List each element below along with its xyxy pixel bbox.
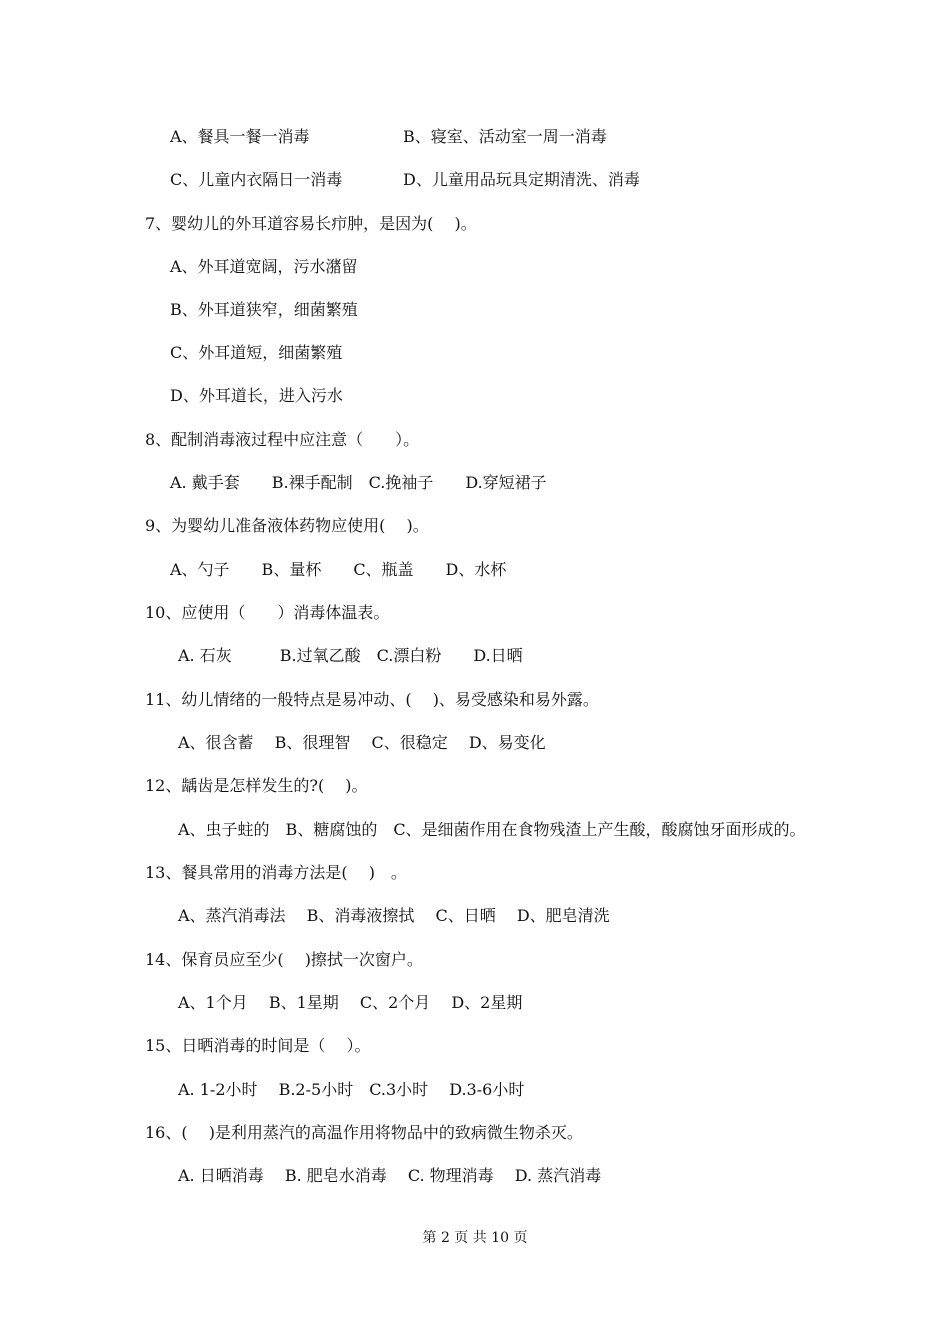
question-13-text: 13、餐具常用的消毒方法是( ) 。 — [145, 863, 407, 882]
question-11-options: A、很含蓄 B、很理智 C、很稳定 D、易变化 — [178, 733, 546, 752]
question-7-option-b: B、外耳道狭窄，细菌繁殖 — [170, 300, 358, 319]
question-14-text: 14、保育员应至少( )擦拭一次窗户。 — [145, 950, 423, 969]
question-7-option-d: D、外耳道长，进入污水 — [170, 386, 343, 405]
question-15-text: 15、日晒消毒的时间是（ ）。 — [145, 1036, 371, 1055]
prev-question-option-b: B、寝室、活动室一周一消毒 — [403, 127, 607, 146]
question-8-options: A. 戴手套 B.裸手配制 C.挽袖子 D.穿短裙子 — [170, 473, 547, 492]
question-15-options: A. 1-2小时 B.2-5小时 C.3小时 D.3-6小时 — [178, 1080, 525, 1099]
question-14-options: A、1个月 B、1星期 C、2个月 D、2星期 — [178, 993, 523, 1012]
question-7-option-a: A、外耳道宽阔，污水潴留 — [170, 257, 358, 276]
question-10-options: A. 石灰 B.过氧乙酸 C.漂白粉 D.日晒 — [178, 646, 523, 665]
question-9-text: 9、为婴幼儿准备液体药物应使用( )。 — [145, 516, 429, 535]
prev-question-option-a: A、餐具一餐一消毒 — [170, 127, 310, 146]
question-10-text: 10、应使用（ ）消毒体温表。 — [145, 603, 390, 622]
prev-question-option-d: D、儿童用品玩具定期清洗、消毒 — [403, 170, 640, 189]
question-8-text: 8、配制消毒液过程中应注意（ ）。 — [145, 430, 420, 449]
prev-question-option-c: C、儿童内衣隔日一消毒 — [170, 170, 343, 189]
question-16-options: A. 日晒消毒 B. 肥皂水消毒 C. 物理消毒 D. 蒸汽消毒 — [178, 1166, 602, 1185]
question-7-text: 7、婴幼儿的外耳道容易长疖肿，是因为( )。 — [145, 214, 477, 233]
question-16-text: 16、( )是利用蒸汽的高温作用将物品中的致病微生物杀灭。 — [145, 1123, 583, 1142]
question-9-options: A、勺子 B、量杯 C、瓶盖 D、水杯 — [170, 560, 507, 579]
question-11-text: 11、幼儿情绪的一般特点是易冲动、( )、易受感染和易外露。 — [145, 690, 599, 709]
question-13-options: A、蒸汽消毒法 B、消毒液擦拭 C、日晒 D、肥皂清洗 — [178, 906, 610, 925]
question-12-options: A、虫子蛀的 B、糖腐蚀的 C、是细菌作用在食物残渣上产生酸，酸腐蚀牙面形成的。 — [178, 820, 806, 839]
question-7-option-c: C、外耳道短，细菌繁殖 — [170, 343, 343, 362]
question-12-text: 12、龋齿是怎样发生的?( )。 — [145, 776, 368, 795]
page-number-footer: 第 2 页 共 10 页 — [422, 1230, 528, 1246]
